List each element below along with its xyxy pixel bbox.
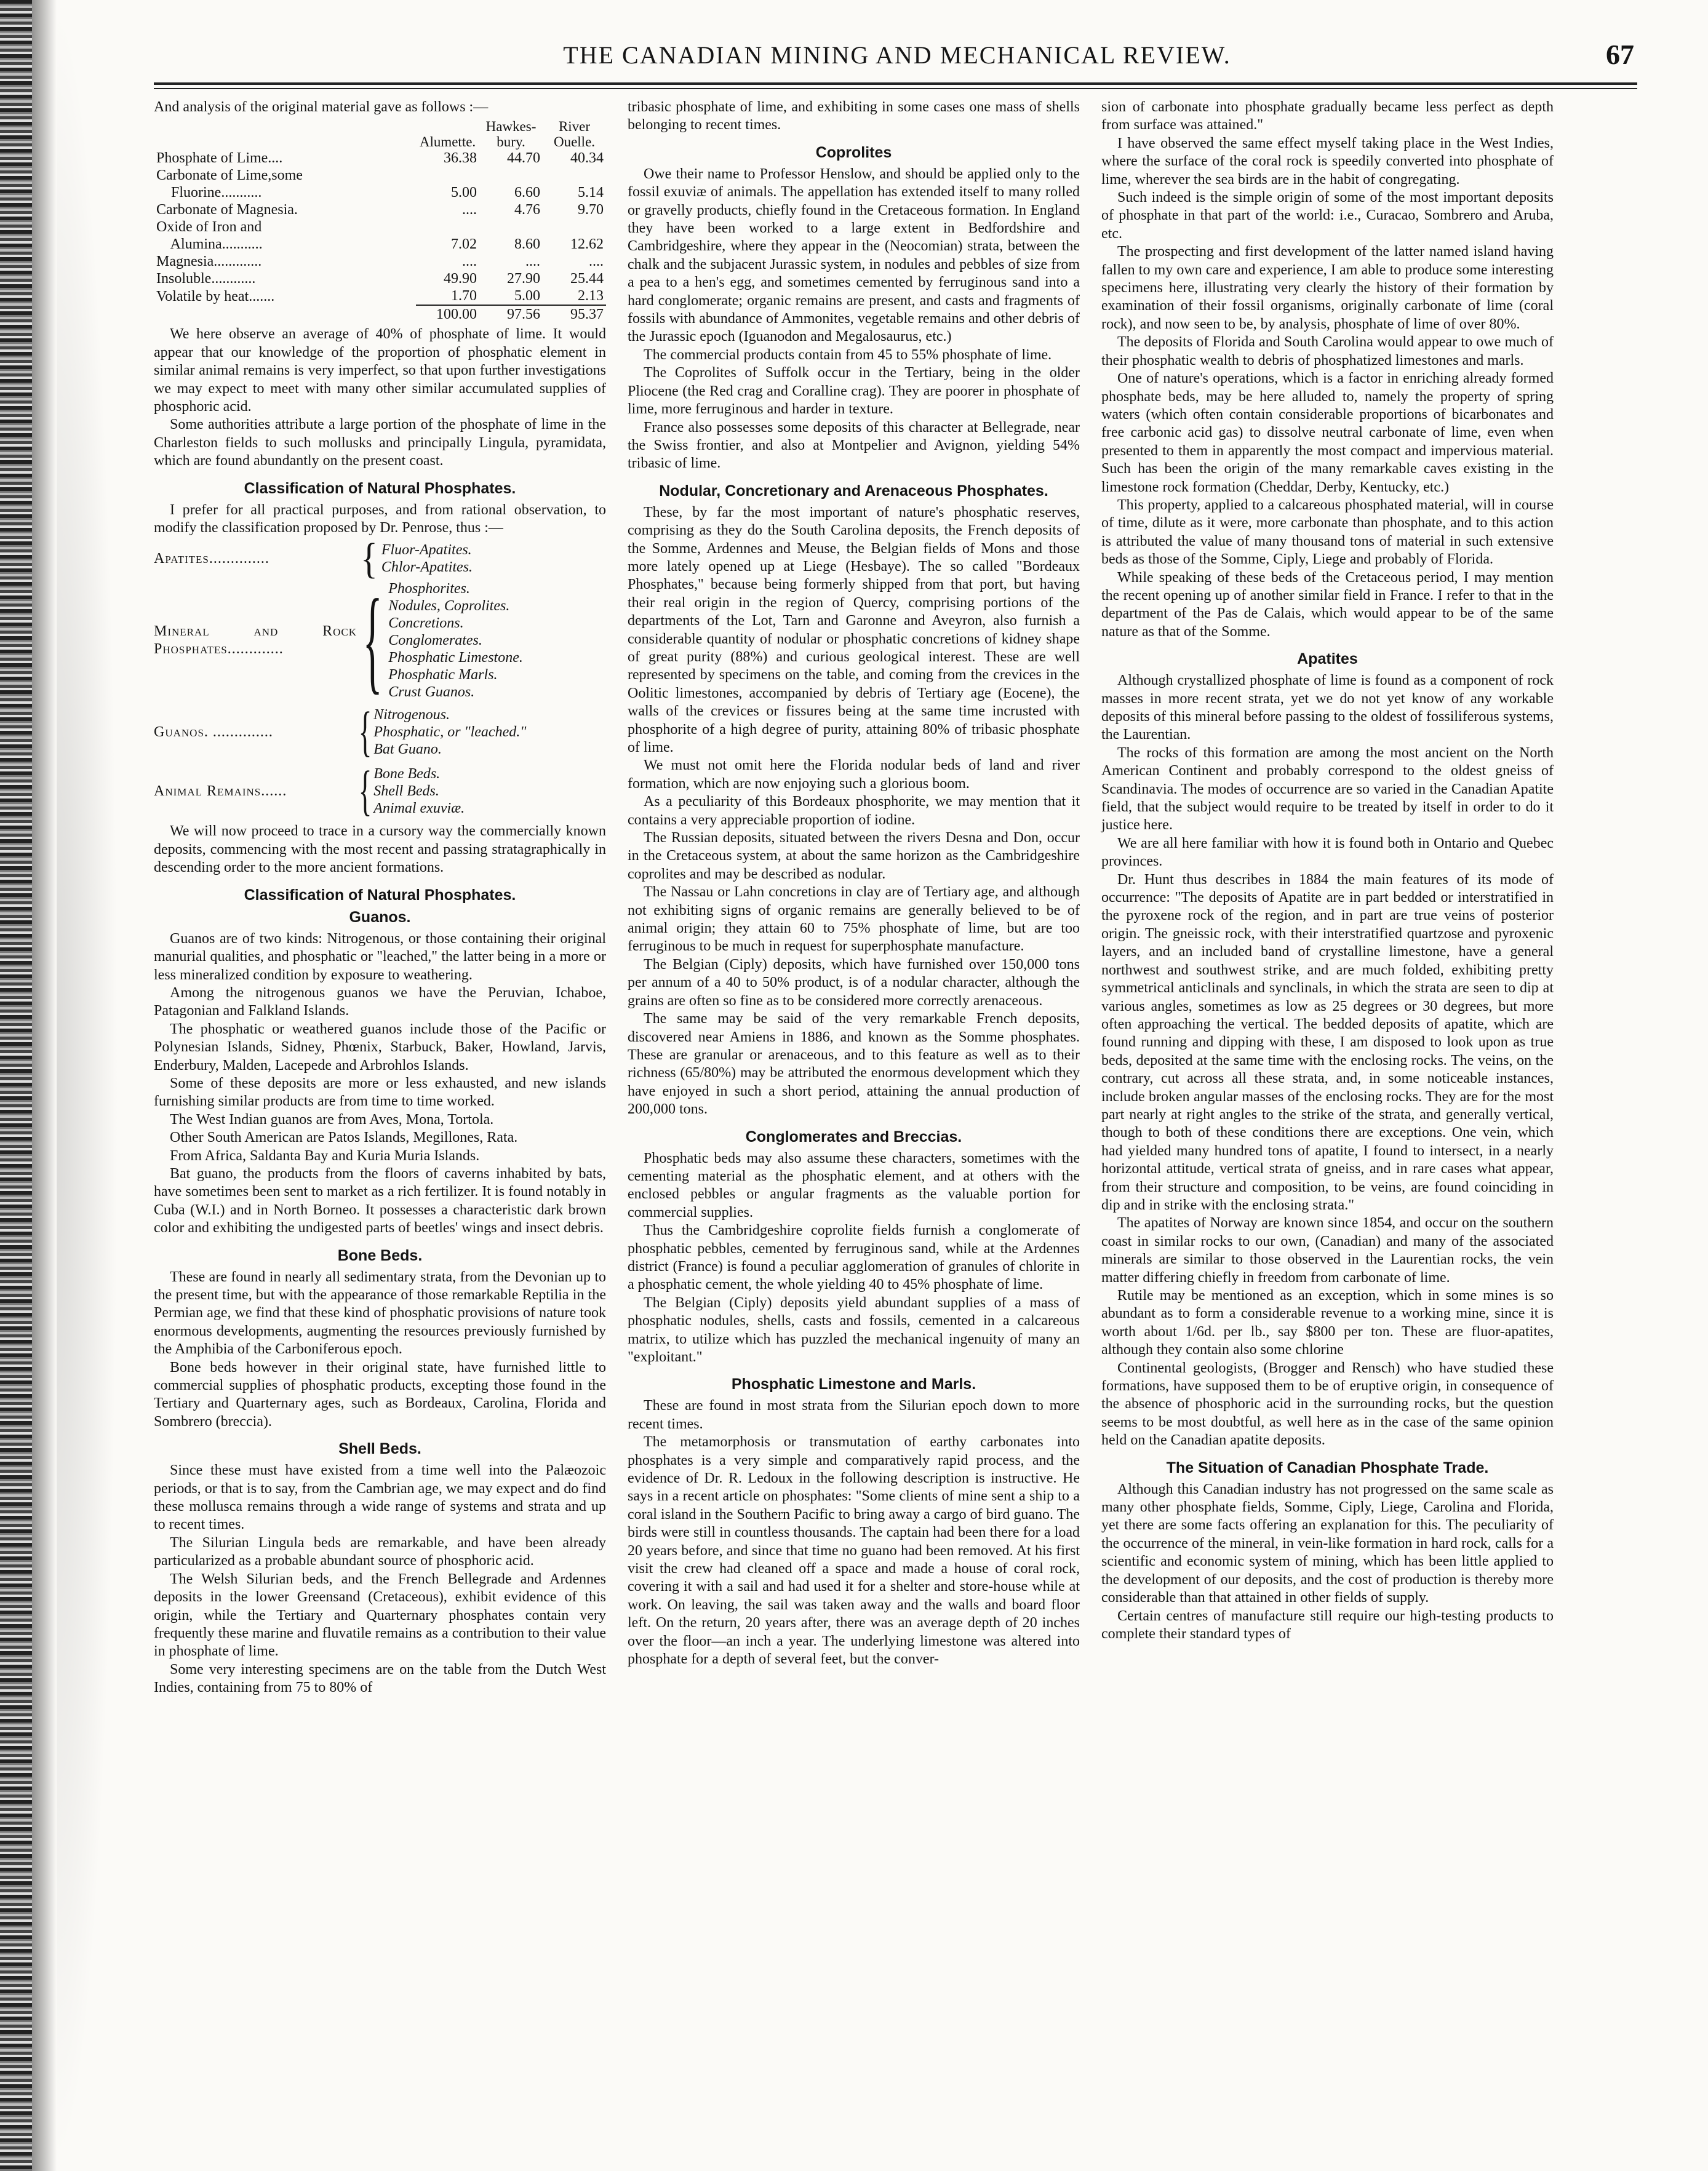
paragraph: One of nature's operations, which is a factor in enriching already formed phosphate beds, may be here alluded to, namely the property of spring waters (which often contain considerable proportions of bicarbonates and free carbonic acid gas) to dissolve neutral carbonate of lime, even when presented to them in apparently the most compact and impervious material. Such has been the origin of the many remarkable caves existing in the limestone rock formation (Cheddar, Derby, Kentucky, etc.) <box>1101 370 1554 495</box>
class-item: Phosphorites. <box>388 581 470 597</box>
paragraph: The same may be said of the very remarkable French deposits, discovered near Amiens in 1886, and known as the Somme phosphates. These are granular or arenaceous, and to this feature as well as to their richness (65/80%) may be attributed the enormous development which they have enjoyed in such a short period, attaining the annual production of 200,000 tons. <box>628 1011 1080 1118</box>
table-row <box>154 218 606 236</box>
section-heading-coprolites: Coprolites <box>815 143 892 161</box>
table-row <box>154 149 606 167</box>
cell: .... <box>462 253 477 270</box>
cell: 9.70 <box>578 202 604 218</box>
row-label: Insoluble............ <box>156 271 256 287</box>
classification-apatites <box>154 534 606 583</box>
analysis-table <box>154 119 606 323</box>
journal-title: THE CANADIAN MINING AND MECHANICAL REVIEW. <box>563 41 1231 69</box>
paragraph: We are all here familiar with how it is found both in Ontario and Quebec provinces. <box>1101 835 1554 870</box>
row-label: Oxide of Iron and <box>156 219 262 236</box>
class-items <box>388 580 523 701</box>
class-item: Fluor-Apatites. <box>381 542 472 559</box>
analysis-header-hawkesbury: Hawkes- bury. <box>485 119 537 150</box>
paragraph: The prospecting and first development of the latter named island having fallen to my own care and experience, I am able to produce some interesting specimens here, illustrating very clearly the history of their formation by examination of their fossil organisms, originally carbonate of lime (coral rock), and now seen to be, by analysis, phosphate of lime of over 80%. <box>1101 244 1554 332</box>
column-2 <box>628 98 1080 1669</box>
binding-shadow <box>32 0 57 2171</box>
table-row <box>154 167 606 184</box>
classification-mineral-rock <box>154 576 606 706</box>
brace: { <box>358 760 372 822</box>
paragraph: The deposits of Florida and South Carolina would appear to owe much of their phosphatic wealth to debris of phosphatized limestones and marls. <box>1101 334 1554 368</box>
paragraph: Although crystallized phosphate of lime is found as a component of rock masses in more recent strata, yet we do not yet know of any workable deposits of this mineral before passing to the oldest of fossiliferous systems, the Laurentian. <box>1101 672 1554 743</box>
paragraph: Certain centres of manufacture still require our high-testing products to complete their standard types of <box>1101 1607 1554 1642</box>
paragraph: The Welsh Silurian beds, and the French Bellegrade and Ardennes deposits in the lower Greensand (Cretaceous), exhibit evidence of this origin, while the Tertiary and Quarternary phosphates contain very frequently these marine and fluvatile remains as a contribution to their value in phosphate of lime. <box>154 1571 606 1660</box>
paragraph: Although this Canadian industry has not progressed on the same scale as many other phosphate fields, Somme, Ciply, Liege, Carolina and Florida, yet there are some facts offering an explanation for this. The peculiarity of the occurrence of the mineral, in vein-like formation in hard rock, calls for a scientific and economic system of mining, which has been little applied to the development of our deposits, and the cost of production is thereby more considerable than that attained in other fields of supply. <box>1101 1481 1554 1606</box>
paragraph: The phosphatic or weathered guanos include those of the Pacific or Polynesian Islands, Sidney, Phœnix, Starbuck, Baker, Howland, Jarvis, Enderbury, Malden, Lacepede and Arbrohlos Islands. <box>154 1021 606 1074</box>
cell <box>479 167 543 184</box>
paragraph: This property, applied to a calcareous phosphated material, will in course of time, dilute as it were, more carbonate than phosphate, and to this action is attributed the value of many thousand tons of material in such extensive beds as those of the Somme, Ciply, Liege and probably of Florida. <box>1101 496 1554 568</box>
total-cell: 95.37 <box>543 305 606 323</box>
brace: { <box>361 534 378 583</box>
page-binding-edge <box>0 0 32 2171</box>
class-label: Mineral and Rock Phosphates............. <box>154 623 357 658</box>
class-label: Guanos. .............. <box>154 723 273 740</box>
cell: 5.00 <box>514 288 540 305</box>
paragraph: These are found in nearly all sedimentary strata, from the Devonian up to the present time, but with the appearance of those remarkable Reptilia in the Permian age, we find that these kind of phosphatic provisions of nature took enormous developments, augmenting the resources previously furnished by the Amphibia of the Carboniferous epoch. <box>154 1269 606 1358</box>
paragraph: Bat guano, the products from the floors of caverns inhabited by bats, have sometimes been sent to market as a rich fertilizer. It is found notably in Cuba (W.I.) and in North Borneo. It possesses a characteristic dark brown color and exhibiting the undigested parts of beetles' wings and insect debris. <box>154 1165 606 1237</box>
paragraph: Some of these deposits are more or less exhausted, and new islands furnishing similar products are from time to time worked. <box>154 1075 606 1110</box>
cell: .... <box>589 253 604 270</box>
paragraph: The metamorphosis or transmutation of earthy carbonates into phosphates is a very simple and comparatively rapid process, and the evidence of Dr. R. Ledoux in the following description is instructive. He says in a recent article on phosphates: "Some clients of mine sent a ship to a coral island in the Southern Pacific to bring away a cargo of bird guano. The birds were still in countless thousands. The captain had been there for a load 20 years before, and since that time no guano had been removed. At his first visit the crew had cleaned off a space and made a house of coral rock, covering it with a sail and had used it for a shelter and store-house while at work. On leaving, the sail was taken away and the walls and board floor left. On the return, 20 years after, there was an average depth of 20 inches over the floor—an inch a year. The underlying limestone was altered into phosphate for a depth of several feet, but the conver- <box>628 1434 1080 1668</box>
table-row <box>154 253 606 270</box>
analysis-header-alumette: Alumette. <box>419 134 476 150</box>
cell: 25.44 <box>570 271 604 287</box>
cell <box>543 218 606 236</box>
brace: { <box>358 701 372 763</box>
paragraph: The Russian deposits, situated between the rivers Desna and Don, occur in the Cretaceous system, at about the same horizon as the Cambridgeshire coprolites and may be described as nodular. <box>628 830 1080 882</box>
paragraph: We will now proceed to trace in a cursory way the commercially known deposits, commencing with the most recent and passing stratagraphically in descending order to the more ancient formations. <box>154 823 606 876</box>
class-item: Concretions. <box>388 615 464 632</box>
row-label: Fluorine........... <box>156 185 262 201</box>
cell: 7.02 <box>451 236 477 253</box>
paragraph: The Belgian (Ciply) deposits, which have furnished over 150,000 tons per annum of a 40 to 50% product, is of a nodular character, although the grains are often so fine as to be considered more correctly arenaceous. <box>628 956 1080 1009</box>
paragraph: Guanos are of two kinds: Nitrogenous, or those containing their original manurial qualities, and phosphatic or "leached," the latter being in a more or less mineralized condition by exposure to weathering. <box>154 930 606 983</box>
cell: 44.70 <box>507 150 540 167</box>
paragraph: As a peculiarity of this Bordeaux phosphorite, we may mention that it contains a very appreciable proportion of iodine. <box>628 794 1080 828</box>
section-heading-limestone-marls: Phosphatic Limestone and Marls. <box>731 1376 976 1393</box>
paragraph: France also possesses some deposits of this character at Bellegrade, near the Swiss frontier, and also at Montpelier and Avignon, yielding 54% tribasic of lime. <box>628 419 1080 472</box>
class-items <box>373 765 465 817</box>
paragraph: Dr. Hunt thus describes in 1884 the main features of its mode of occurrence: "The deposits of Apatite are in part bedded or interstratified in the pyroxene rock of the region, and in part are true veins of posterior origin. The gneissic rock, with their interstratified quartzose and pyroxenic layers, and an included band of crystalline limestone, have a general northwest and southwest strike, and are much folded, exhibiting pretty symmetrical anticlinals and synclinals, in which the strata are seen to dip at various angles, sometimes as low as 25 degrees or 30 degrees, but more often approaching the vertical. The bedded deposits of apatite, which are found running and dipping with these, I am disposed to look upon as true beds, deposited at the same time with the enclosing rocks. The veins, on the contrary, cut across all these strata, and, in some noticeable instances, include broken angular masses of the enclosing rocks. They are for the most part nearly at right angles to the strike of the strata, and generally vertical, though to both of these conditions there are exceptions. One vein, which had yielded many hundred tons of apatite, I found to intersect, in a nearly horizontal attitude, vertical strata of gneiss, and in rare cases what appear, from their structure and composition, to be veins, are found coinciding in dip and in strike with the enclosing strata." <box>1101 871 1554 1213</box>
cell: 4.76 <box>514 202 540 218</box>
running-header <box>160 38 1634 81</box>
section-heading-shell-beds: Shell Beds. <box>338 1440 421 1458</box>
cell: 8.60 <box>514 236 540 253</box>
section-heading-guanos: Guanos. <box>349 908 411 926</box>
cell: 12.62 <box>570 236 604 253</box>
class-item: Bat Guano. <box>373 741 442 758</box>
paragraph: Continental geologists, (Brogger and Rensch) who have studied these formations, have supposed them to be of eruptive origin, in consequence of the absence of phosphoric acid in the surrounding rocks, but the question seems to be most doubtful, as well here as in the case of the same opinion held on the Canadian apatite deposits. <box>1101 1360 1554 1449</box>
paragraph: The Nassau or Lahn concretions in clay are of Tertiary age, and although not exhibiting signs of organic remains are generally believed to be of animal origin; they attain 60 to 75% phosphate of lime, but are too ferruginous to be much in request for superphosphate manufacture. <box>628 884 1080 955</box>
class-item: Nitrogenous. <box>373 707 450 723</box>
class-item: Phosphatic Limestone. <box>388 650 523 666</box>
paragraph: I prefer for all practical purposes, and from rational observation, to modify the classification proposed by Dr. Penrose, thus :— <box>154 501 606 536</box>
paragraph: These are found in most strata from the Silurian epoch down to more recent times. <box>628 1398 1080 1432</box>
analysis-intro: And analysis of the original material gave as follows :— <box>154 99 489 115</box>
section-heading-apatites: Apatites <box>1297 650 1358 668</box>
paragraph: While speaking of these beds of the Cretaceous period, I may mention the recent opening up of another similar field in France. I refer to that in the department of the Pas de Calais, which would appear to be of the same nature as that of the Somme. <box>1101 569 1554 640</box>
column-1 <box>154 98 606 1697</box>
class-item: Phosphatic, or "leached." <box>373 724 527 741</box>
paragraph: Since these must have existed from a time well into the Palæozoic periods, or that is to say, from the Cambrian age, we may expect and do find these mollusca remains through a wide range of systems and strata and up to recent times. <box>154 1462 606 1533</box>
cell <box>416 218 479 236</box>
classification-guanos <box>154 701 606 763</box>
cell: 36.38 <box>444 150 477 167</box>
cell: 2.13 <box>578 288 604 305</box>
class-item: Conglomerates. <box>388 632 482 649</box>
total-blank <box>154 305 416 323</box>
paragraph: The Silurian Lingula beds are remarkable, and have been already particularized as a probable abundant source of phosphoric acid. <box>154 1534 606 1569</box>
row-label: Phosphate of Lime.... <box>156 150 283 167</box>
paragraph: Such indeed is the simple origin of some of the most important deposits of phosphate in that part of the world: i.e., Curacao, Sombrero and Aruba, etc. <box>1101 189 1554 242</box>
table-row <box>154 236 606 253</box>
class-item: Bone Beds. <box>373 766 441 783</box>
paragraph: From Africa, Saldanta Bay and Kuria Muria Islands. <box>170 1147 480 1164</box>
paragraph: The apatites of Norway are known since 1854, and occur on the southern coast in similar rocks to our own, (Canadian) and many of the associated minerals are similar to those observed in the Laurentian rocks, the vein matter differing chiefly in freedom from carbonate of lime. <box>1101 1215 1554 1286</box>
paragraph: Some very interesting specimens are on the table from the Dutch West Indies, containing from 75 to 80% of <box>154 1661 606 1696</box>
paragraph: These, by far the most important of nature's phosphatic reserves, comprising as they do the South Carolina deposits, the French deposits of the Somme, Ardennes and Meuse, the Belgian fields of Mons and those more lately opened up at Liege (Hesbaye). The so called "Bordeaux Phosphates," because being formerly shipped from that port, but having their real origin in the region of Quercy, comprising portions of the departments of the Lot, Tarn and Garonne and Aveyron, also furnish a considerable quantity of nodular or phosphatic concretions of kidney shape of great purity (88%) and curious geological interest. These are well represented by specimens on the table, and coming from the crevices in the Oolitic limestones, accompanied by debris of Tertiary age (Eocene), the walls of the crevices or fissures being at the same time incrusted with phosphorite of a high degree of purity, attaining 80% of tribasic phosphate of lime. <box>628 504 1080 755</box>
cell: 27.90 <box>507 271 540 287</box>
row-label: Volatile by heat....... <box>156 289 275 305</box>
row-label: Alumina........... <box>156 236 263 253</box>
row-label: Magnesia............. <box>156 253 262 270</box>
header-rule-thin <box>154 88 1637 89</box>
paragraph: Phosphatic beds may also assume these characters, sometimes with the cementing material as the phosphatic element, and at others with the enclosed pebbles or angular fragments as the valuable portion for commercial supplies. <box>628 1150 1080 1221</box>
class-items <box>381 541 473 576</box>
page-number: 67 <box>1606 39 1634 70</box>
cell <box>479 218 543 236</box>
analysis-header-blank <box>154 119 416 149</box>
cell: 6.60 <box>514 185 540 201</box>
cell <box>543 167 606 184</box>
section-heading-canadian-trade: The Situation of Canadian Phosphate Trade. <box>1166 1459 1489 1476</box>
paragraph: The Coprolites of Suffolk occur in the Tertiary, being in the older Pliocene (the Red crag and Coralline crag). They are poorer in phosphate of lime, more ferruginous and harder in texture. <box>628 365 1080 418</box>
section-heading-classification-2: Classification of Natural Phosphates. <box>244 886 516 904</box>
total-cell: 97.56 <box>479 305 543 323</box>
paragraph: The rocks of this formation are among the most ancient on the North American Continent and probably correspond to the oldest gneiss of Scandinavia. The modes of occurrence are so varied in the Canadian Apatite field, that the subject would require to be treated by itself in order to do it justice here. <box>1101 744 1554 834</box>
paragraph: Some authorities attribute a large portion of the phosphate of lime in the Charleston fields to such mollusks and principally Lingula, pyramidata, which are found abundantly on the present coast. <box>154 416 606 469</box>
table-row <box>154 270 606 287</box>
cell: .... <box>462 202 477 218</box>
paragraph: We here observe an average of 40% of phosphate of lime. It would appear that our knowledge of the proportion of phosphatic element in similar animal remains is very imperfect, so that upon further investigations we may expect to meet with many other similar accumulated supplies of phosphoric acid. <box>154 326 606 415</box>
class-item: Animal exuviæ. <box>373 800 465 817</box>
paragraph: The West Indian guanos are from Aves, Mona, Tortola. <box>170 1111 494 1128</box>
paragraph: Bone beds however in their original state, have furnished little to commercial supplies of phosphatic products, excepting those found in the Tertiary and Quarternary ages, such as Bordeaux, Carolina, Florida and Sombrero (breccia). <box>154 1359 606 1430</box>
cell: 5.00 <box>451 185 477 201</box>
paragraph: Owe their name to Professor Henslow, and should be applied only to the fossil exuviæ of animals. The appellation has extended itself to many rolled or gravelly products, chiefly found in the Cretaceous formation. In England they have been worked to a large extent in Bedfordshire and Cambridgeshire, where they appear in the (Neocomian) strata, between the chalk and the subjacent Jurassic system, in nodules and pebbles of size from a pea to a hen's egg, and sometimes cemented by ferruginous sand into a hard conglomerate; organic remains are present, and casts and fragments of fossils with abundance of Ammonites, vegetable remains and other debris of the Jurassic epoch (Iguanodon and Megalosaurus, etc.) <box>628 165 1080 345</box>
table-row <box>154 184 606 201</box>
row-label: Carbonate of Lime,some <box>156 167 303 184</box>
class-item: Crust Guanos. <box>388 684 475 701</box>
cell: 49.90 <box>444 271 477 287</box>
class-label: Apatites.............. <box>154 550 269 567</box>
row-label: Carbonate of Magnesia. <box>156 202 298 218</box>
page-shading <box>57 0 118 2171</box>
class-item: Nodules, Coprolites. <box>388 598 510 615</box>
paragraph: Among the nitrogenous guanos we have the Peruvian, Ichaboe, Patagonian and Falkland Islands. <box>154 984 606 1019</box>
cell: 1.70 <box>451 288 477 305</box>
table-row <box>154 287 606 305</box>
paragraph: We must not omit here the Florida nodular beds of land and river formation, which are now enjoying such a glorious boom. <box>628 757 1080 792</box>
class-item: Chlor-Apatites. <box>381 559 473 576</box>
paragraph: The commercial products contain from 45 to 55% phosphate of lime. <box>644 346 1052 363</box>
classification-animal-remains <box>154 760 606 822</box>
cell: 40.34 <box>570 150 604 167</box>
paragraph: I have observed the same effect myself taking place in the West Indies, where the surface of the coral rock is speedily converted into phosphate of lime, wherever the sea birds are in the habit of congregating. <box>1101 135 1554 188</box>
cell <box>416 167 479 184</box>
class-item: Shell Beds. <box>373 783 439 800</box>
total-cell: 100.00 <box>416 305 479 323</box>
section-heading-conglomerates: Conglomerates and Breccias. <box>745 1128 962 1145</box>
analysis-total-row <box>154 305 606 323</box>
section-heading-nodular: Nodular, Concretionary and Arenaceous Phosphates. <box>659 482 1048 500</box>
analysis-header-row <box>154 119 606 149</box>
analysis-header-river-ouelle: River Ouelle. <box>553 119 596 150</box>
header-rule-thick <box>154 82 1637 85</box>
section-heading-bone-beds: Bone Beds. <box>337 1246 423 1264</box>
table-row <box>154 201 606 218</box>
class-label: Animal Remains...... <box>154 783 287 799</box>
section-heading-classification: Classification of Natural Phosphates. <box>244 479 516 497</box>
paragraph: Thus the Cambridgeshire coprolite fields furnish a conglomerate of phosphatic pebbles, cemented by ferruginous sand, while at the Ardennes district (France) is found a peculiar agglomeration of granules of chlorite in a phosphatic cement, the whole yielding 40 to 45% phosphate of lime. <box>628 1222 1080 1293</box>
cell: .... <box>525 253 540 270</box>
cell: 5.14 <box>578 185 604 201</box>
paragraph: The Belgian (Ciply) deposits yield abundant supplies of a mass of phosphatic nodules, shells, casts and fossils, cemented in a calcareous matrix, to utilize which has puzzled the mechanical ingenuity of many an "exploitant." <box>628 1294 1080 1365</box>
paragraph: tribasic phosphate of lime, and exhibiting in some cases one mass of shells belonging to recent times. <box>628 99 1080 133</box>
paragraph: Other South American are Patos Islands, Megillones, Rata. <box>170 1129 518 1146</box>
column-3 <box>1101 98 1554 1643</box>
paragraph: Rutile may be mentioned as an exception, which in some mines is so abundant as to form a considerable revenue to a working mine, since it is worth about 1/6d. per lb., say $800 per ton. These are fluor-apatites, although they contain also some chlorine <box>1101 1288 1554 1358</box>
class-items <box>373 706 526 758</box>
paragraph: sion of carbonate into phosphate gradually became less perfect as depth from surface was attained." <box>1101 99 1554 133</box>
brace: { <box>362 576 383 706</box>
class-item: Phosphatic Marls. <box>388 667 498 683</box>
